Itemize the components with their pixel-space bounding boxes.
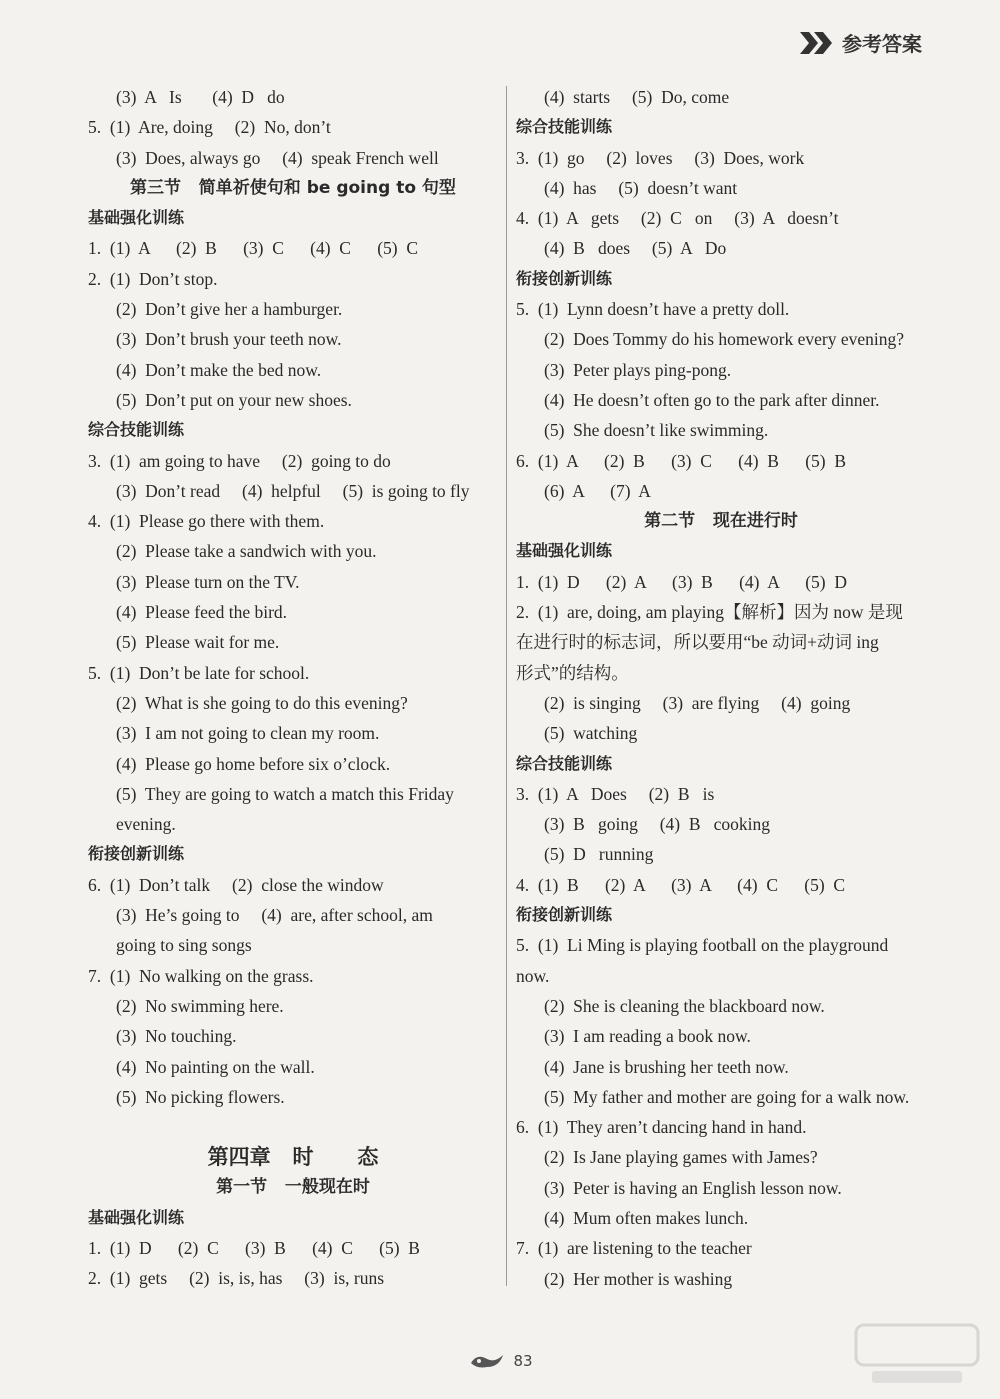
answer-line: 4. (1) Please go there with them. — [88, 511, 325, 532]
answer-line: (5) Don’t put on your new shoes. — [116, 389, 352, 410]
answer-line: (4) B does (5) A Do — [544, 238, 727, 259]
answer-line: (3) Don’t brush your teeth now. — [116, 329, 342, 350]
answer-line: evening. — [116, 814, 176, 835]
answer-line: (3) Peter is having an English lesson now. — [544, 1177, 842, 1198]
answer-line: (3) I am reading a book now. — [544, 1026, 751, 1047]
answer-line: 2. (1) Don’t stop. — [88, 268, 218, 289]
answer-line: (3) No touching. — [116, 1026, 237, 1047]
answer-line: (2) She is cleaning the blackboard now. — [544, 995, 825, 1016]
section-heading: 衔接创新训练 — [88, 844, 185, 864]
section-heading: 基础强化训练 — [88, 1207, 185, 1227]
answer-line: 5. (1) Li Ming is playing football on the playground — [516, 935, 889, 956]
answer-line: now. — [516, 965, 550, 986]
answer-line: (4) No painting on the wall. — [116, 1056, 315, 1077]
answer-line: 3. (1) A Does (2) B is — [516, 783, 715, 804]
section-heading: 综合技能训练 — [516, 753, 613, 773]
watermark-stamp-icon — [852, 1319, 982, 1389]
answer-line: (4) has (5) doesn’t want — [544, 177, 738, 198]
answer-line — [88, 1112, 498, 1142]
chapter-heading: 第四章 时 态 — [207, 1145, 379, 1170]
answer-line: (2) Her mother is washing — [544, 1268, 733, 1289]
answer-line: (3) Does, always go (4) speak French well — [116, 147, 439, 168]
answer-line: 6. (1) They aren’t dancing hand in hand. — [516, 1117, 807, 1138]
answer-line: (3) B going (4) B cooking — [544, 814, 771, 835]
section-heading: 基础强化训练 — [516, 541, 613, 561]
answer-line: (4) Please feed the bird. — [116, 602, 288, 623]
answer-line: 5. (1) Don’t be late for school. — [88, 662, 310, 683]
section-heading: 衔接创新训练 — [516, 268, 613, 288]
answer-line: (4) starts (5) Do, come — [544, 87, 730, 107]
chapter-heading: 第一节 一般现在时 — [216, 1177, 370, 1198]
answer-line: 1. (1) A (2) B (3) C (4) C (5) C — [88, 238, 419, 259]
answer-line: 2. (1) are, doing, am playing【解析】因为 now 是现 — [516, 602, 903, 623]
answer-line: (5) No picking flowers. — [116, 1086, 285, 1107]
answer-line: 形式”的结构。 — [516, 662, 629, 683]
double-chevron-icon — [800, 32, 834, 54]
answer-line: 6. (1) Don’t talk (2) close the window — [88, 874, 384, 895]
answer-line: 在进行时的标志词，所以要用“be 动词+动词 ing — [516, 632, 879, 653]
answer-line: (3) He’s going to (4) are, after school, am — [116, 905, 433, 926]
answer-line: 7. (1) are listening to the teacher — [516, 1238, 752, 1259]
answer-line: 3. (1) go (2) loves (3) Does, work — [516, 147, 805, 168]
answer-line: (5) She doesn’t like swimming. — [544, 420, 769, 441]
answer-line: (2) Is Jane playing games with James? — [544, 1147, 818, 1168]
answer-line: (4) Mum often makes lunch. — [544, 1207, 749, 1228]
answer-line: (5) My father and mother are going for a walk now. — [544, 1086, 910, 1107]
answer-line: (5) D running — [544, 844, 654, 865]
answer-line: (3) I am not going to clean my room. — [116, 723, 380, 744]
answer-line: 5. (1) Are, doing (2) No, don’t — [88, 117, 331, 138]
answer-line: 5. (1) Lynn doesn’t have a pretty doll. — [516, 299, 790, 320]
section-heading: 综合技能训练 — [88, 420, 185, 440]
answer-line: (5) watching — [544, 723, 638, 744]
section-heading: 衔接创新训练 — [516, 905, 613, 925]
answer-line: (4) Please go home before six o’clock. — [116, 753, 391, 774]
section-heading: 基础强化训练 — [88, 208, 185, 228]
answer-line: going to sing songs — [116, 935, 252, 956]
answer-line: (2) Don’t give her a hamburger. — [116, 299, 343, 320]
answer-line: (3) Please turn on the TV. — [116, 571, 300, 592]
page-header — [800, 28, 922, 57]
section-heading: 综合技能训练 — [516, 117, 613, 137]
answer-line: (2) What is she going to do this evening? — [116, 692, 408, 713]
answer-line: (6) A (7) A — [544, 480, 651, 501]
mascot-logo-icon — [467, 1349, 507, 1373]
page-number: 83 — [513, 1352, 533, 1370]
answer-line: (2) is singing (3) are flying (4) going — [544, 692, 851, 713]
answer-line: (5) They are going to watch a match this Friday — [116, 783, 454, 804]
answer-line: (5) Please wait for me. — [116, 632, 280, 653]
header-title: 参考答案 — [842, 32, 922, 56]
answer-line: 1. (1) D (2) C (3) B (4) C (5) B — [88, 1237, 420, 1258]
answer-line: (4) He doesn’t often go to the park after dinner. — [544, 389, 880, 410]
answer-line: (2) No swimming here. — [116, 995, 284, 1016]
column-divider — [506, 86, 507, 1286]
chapter-heading: 第二节 现在进行时 — [644, 511, 798, 532]
answer-line: (3) Peter plays ping-pong. — [544, 359, 732, 380]
answer-line: (4) Jane is brushing her teeth now. — [544, 1056, 789, 1077]
answer-line: (2) Does Tommy do his homework every evening? — [544, 329, 905, 350]
page-footer — [0, 1349, 1000, 1373]
answer-line: (4) Don’t make the bed now. — [116, 359, 322, 380]
answer-line: 7. (1) No walking on the grass. — [88, 965, 314, 986]
answer-line: (3) Don’t read (4) helpful (5) is going to fly — [116, 480, 470, 501]
right-column — [516, 82, 926, 1294]
answer-line: 4. (1) B (2) A (3) A (4) C (5) C — [516, 874, 846, 895]
answer-line: (2) Please take a sandwich with you. — [116, 541, 377, 562]
answer-line: 1. (1) D (2) A (3) B (4) A (5) D — [516, 571, 848, 592]
left-column — [88, 82, 498, 1294]
answer-line: 4. (1) A gets (2) C on (3) A doesn’t — [516, 208, 839, 229]
answer-line: 6. (1) A (2) B (3) C (4) B (5) B — [516, 450, 847, 471]
answer-line: 3. (1) am going to have (2) going to do — [88, 450, 391, 471]
answer-line: (3) A Is (4) D do — [116, 87, 285, 107]
answer-line: 2. (1) gets (2) is, is, has (3) is, runs — [88, 1268, 385, 1289]
chapter-heading: 第三节 简单祈使句和 be going to 句型 — [130, 177, 456, 198]
